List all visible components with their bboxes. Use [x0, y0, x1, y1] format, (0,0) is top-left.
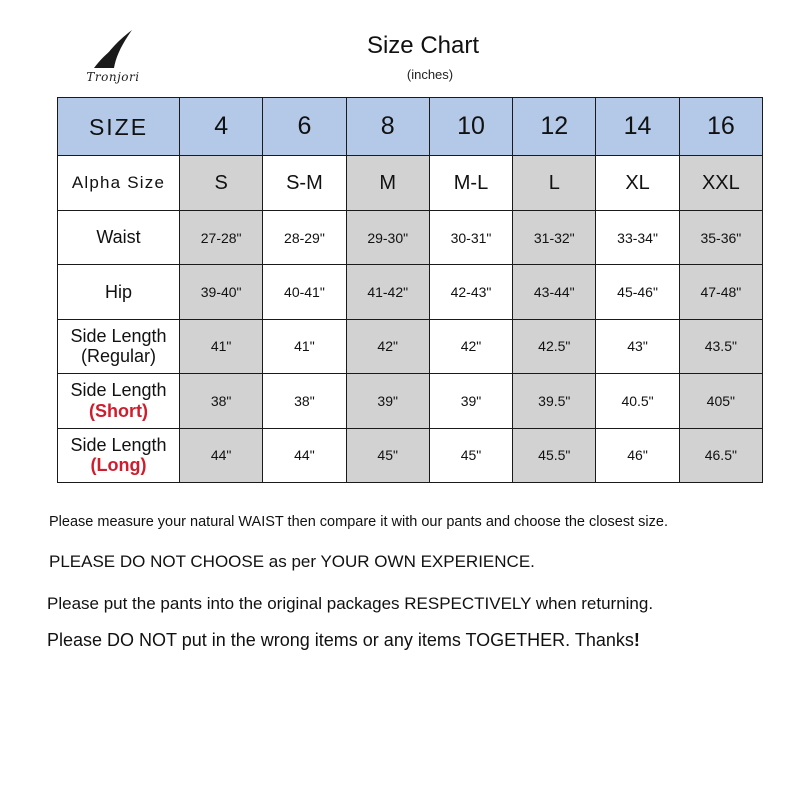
note-do-not-choose: PLEASE DO NOT CHOOSE as per YOUR OWN EXPERIENCE.	[49, 552, 535, 571]
table-cell: S	[180, 156, 263, 210]
row-label-sub: (Regular)	[80, 346, 157, 367]
table-cell: 46"	[596, 428, 679, 482]
table-cell: 43.5"	[679, 319, 762, 373]
table-cell: 41"	[263, 319, 346, 373]
alpha-size-row	[58, 156, 763, 210]
row-label: Hip	[58, 265, 180, 319]
table-cell: 405"	[679, 374, 762, 428]
table-cell: M-L	[429, 156, 512, 210]
table-cell: 40.5"	[596, 374, 679, 428]
table-cell: 45"	[429, 428, 512, 482]
table-cell: 47-48"	[679, 265, 762, 319]
row-label	[58, 428, 180, 482]
size-header-label: SIZE	[58, 98, 180, 156]
size-header-cell: 8	[346, 98, 429, 156]
waist-row	[58, 210, 763, 264]
row-label	[58, 374, 180, 428]
brand-name: Tronjori	[86, 70, 140, 84]
table-cell: 38"	[263, 374, 346, 428]
table-cell: 43"	[596, 319, 679, 373]
table-cell: 33-34"	[596, 210, 679, 264]
table-cell: XL	[596, 156, 679, 210]
table-cell: 42.5"	[513, 319, 596, 373]
row-label-sub-red: (Short)	[89, 400, 148, 421]
table-cell: 40-41"	[263, 265, 346, 319]
note-wrong-items	[47, 630, 800, 651]
table-cell: 29-30"	[346, 210, 429, 264]
table-cell: L	[513, 156, 596, 210]
table-cell: 39.5"	[513, 374, 596, 428]
table-cell: 31-32"	[513, 210, 596, 264]
page-subtitle: (inches)	[406, 67, 454, 82]
table-cell: 35-36"	[679, 210, 762, 264]
hip-row	[58, 265, 763, 319]
table-cell: 39"	[346, 374, 429, 428]
table-cell: 44"	[180, 428, 263, 482]
table-cell: 30-31"	[429, 210, 512, 264]
note-exclamation: !	[633, 630, 640, 650]
table-cell: 45-46"	[596, 265, 679, 319]
size-header-cell: 16	[679, 98, 762, 156]
row-label	[58, 319, 180, 373]
size-header-cell: 12	[513, 98, 596, 156]
size-chart-table	[57, 97, 763, 483]
size-header-cell: 14	[596, 98, 679, 156]
row-label-main: Side Length	[70, 325, 167, 346]
note-measure-waist: Please measure your natural WAIST then compare it with our pants and choose the closest size.	[49, 514, 668, 530]
table-cell: 45"	[346, 428, 429, 482]
table-cell: 42-43"	[429, 265, 512, 319]
note-original-packages: Please put the pants into the original packages RESPECTIVELY when returning.	[47, 594, 654, 613]
table-cell: 46.5"	[679, 428, 762, 482]
side-length-short-row	[58, 374, 763, 428]
table-cell: 39-40"	[180, 265, 263, 319]
side-length-long-row	[58, 428, 763, 482]
table-cell: 44"	[263, 428, 346, 482]
table-cell: 41"	[180, 319, 263, 373]
table-cell: M	[346, 156, 429, 210]
row-label-sub-red: (Long)	[90, 455, 147, 476]
table-cell: 38"	[180, 374, 263, 428]
row-label: Alpha Size	[58, 156, 180, 210]
table-cell: 39"	[429, 374, 512, 428]
size-header-cell: 6	[263, 98, 346, 156]
table-cell: 27-28"	[180, 210, 263, 264]
row-label-main: Side Length	[70, 434, 167, 455]
page-title: Size Chart	[366, 32, 480, 59]
size-header-row	[58, 98, 763, 156]
table-cell: 43-44"	[513, 265, 596, 319]
row-label: Waist	[58, 210, 180, 264]
table-cell: 42"	[346, 319, 429, 373]
size-header-cell: 10	[429, 98, 512, 156]
side-length-regular-row	[58, 319, 763, 373]
table-cell: 28-29"	[263, 210, 346, 264]
table-cell: 45.5"	[513, 428, 596, 482]
table-cell: S-M	[263, 156, 346, 210]
size-header-cell: 4	[180, 98, 263, 156]
row-label-main: Side Length	[70, 380, 167, 401]
table-cell: XXL	[679, 156, 762, 210]
table-cell: 42"	[429, 319, 512, 373]
table-cell: 41-42"	[346, 265, 429, 319]
note-wrong-items-text: Please DO NOT put in the wrong items or any items TOGETHER. Thanks	[47, 630, 634, 650]
